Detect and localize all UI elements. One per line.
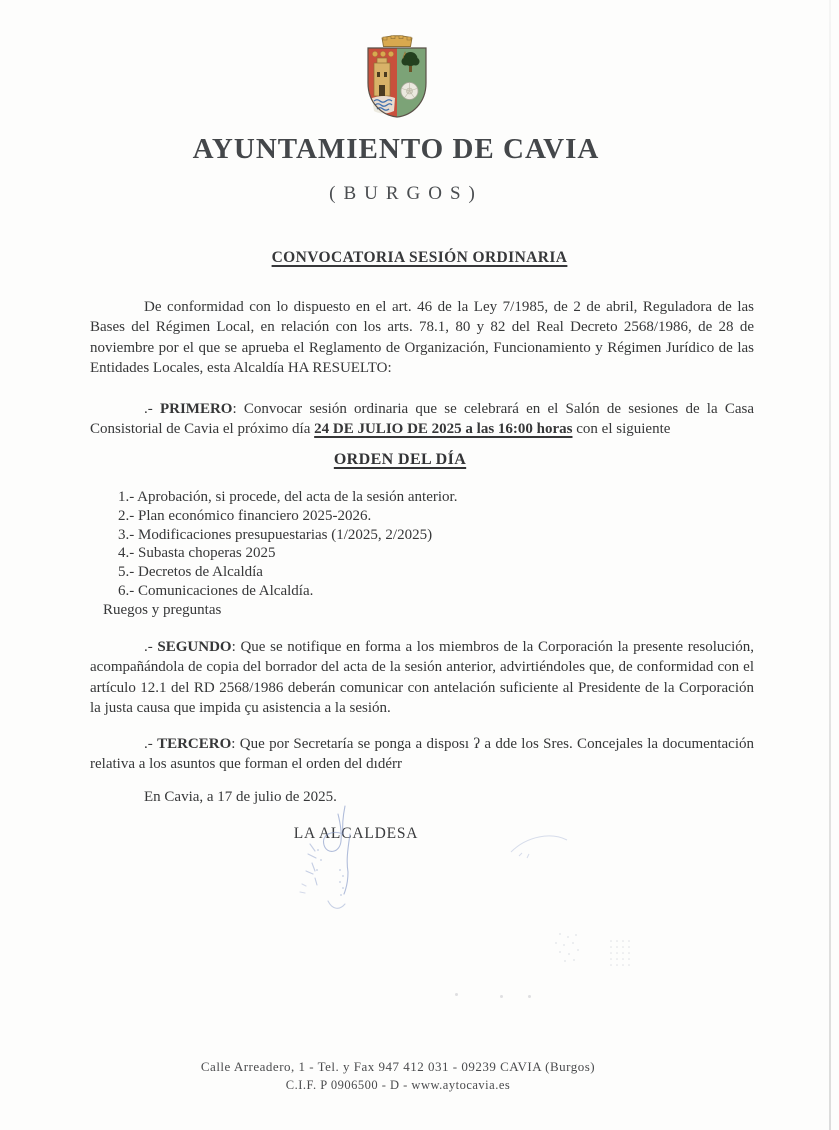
session-datetime: 24 DE JULIO DE 2025 a las 16:00 horas: [314, 421, 573, 438]
tercero-paragraph: [90, 734, 754, 775]
orden-item-1: 1.- Aprobación, si procede, del acta de la sesión anterior.: [118, 489, 458, 505]
orden-item-5: 5.- Decretos de Alcaldía: [118, 564, 263, 581]
document-title: [0, 249, 839, 267]
scan-noise-dots: [610, 940, 630, 966]
scan-speck: [528, 995, 531, 998]
orden-item-2: 2.- Plan económico financiero 2025-2026.: [118, 507, 372, 524]
primero-prefix: .-: [144, 401, 160, 417]
coat-of-arms-icon: [362, 34, 432, 120]
orden-item-ruegos: Ruegos y preguntas: [103, 601, 222, 618]
org-province: (BURGOS): [329, 183, 483, 204]
segundo-prefix: .-: [144, 639, 158, 655]
crest-roundel: [380, 51, 385, 56]
primero-tail: con el siguiente: [572, 421, 671, 438]
scan-noise-cluster: [548, 928, 593, 968]
primero-label: PRIMERO: [159, 401, 233, 417]
scan-noise-grid: [608, 938, 634, 970]
segundo-label: SEGUNDO: [157, 639, 232, 655]
faint-ink-mark: [505, 828, 575, 863]
crest-tree-foliage: [402, 58, 410, 66]
document-title-text: CONVOCATORIA SESIÓN ORDINARIA: [271, 249, 568, 266]
scan-edge-shadow: [829, 0, 831, 1130]
crest-tower-window: [384, 72, 387, 77]
signature-strokes: [300, 806, 350, 908]
org-name: AYUNTAMIENTO DE CAVIA: [192, 133, 600, 165]
crest-tree-foliage: [412, 58, 420, 66]
orden-item-4: 4.- Subasta choperas 2025: [118, 545, 276, 562]
tercero-text: : Que por Secretaría se ponga a disposı ʔ a dde los Sres. Concejales la documentación relativa a los asuntos que forman el orden del dıdérr: [90, 736, 754, 773]
orden-item-6: 6.- Comunicaciones de Alcaldía.: [118, 582, 314, 599]
handwritten-signature: [288, 800, 398, 925]
letterhead-footer: [0, 1058, 796, 1094]
scan-speck: [455, 993, 458, 996]
coat-of-arms-svg: [362, 34, 432, 120]
tercero-label: TERCERO: [157, 736, 232, 752]
footer-cif-web: C.I.F. P 0906500 - D - www.aytocavia.es: [285, 1078, 511, 1092]
crest-tower-door: [379, 85, 385, 96]
orden-item-3: 3.- Modificaciones presupuestarias (1/2025, 2/2025): [118, 526, 433, 543]
crest-roundel: [388, 51, 393, 56]
segundo-paragraph: [90, 637, 754, 718]
orden-del-dia-list: [103, 488, 678, 620]
intro-paragraph: De conformidad con lo dispuesto en el art. 46 de la Ley 7/1985, de 2 de abril, Reguladora de las Bases del Régimen Local, en relación con los arts. 78.1, 80 y 82 del Real Decreto 2568/1986, de 28 de noviembre por el que se aprueba el Reglamento de Organización, Funcionamiento y Régimen Jurídico de las Entidades Locales, esta Alcaldía HA RESUELTO:: [90, 299, 754, 376]
tercero-prefix: .-: [144, 736, 158, 752]
footer-address: Calle Arreadero, 1 - Tel. y Fax 947 412 031 - 09239 CAVIA (Burgos): [200, 1059, 596, 1074]
signature-title: LA ALCALDESA: [293, 825, 419, 842]
crest-tower-window: [377, 72, 380, 77]
primero-text: : Convocar sesión ordinaria que se celebrará en el Salón de sesiones de la Casa Consistorial de Cavia el próximo día: [90, 401, 754, 438]
scan-speck: [500, 995, 503, 998]
scan-noise-cluster-dots: [555, 933, 579, 962]
segundo-text: : Que se notifique en forma a los miembros de la Corporación la presente resolución, acompañándola de copia del borrador del acta de la sesión anterior, advirtiéndoles que, de conformidad con el artículo 12.1 del RD 2568/1986 deberán comunicar con antelación suficiente al Presidente de la Corporación la justa causa que impida çu asistencia a la sesión.: [90, 639, 754, 716]
signature-ink-dots: [316, 849, 344, 896]
date-line: En Cavia, a 17 de julio de 2025.: [144, 789, 337, 805]
orden-del-dia-title-text: ORDEN DEL DÍA: [333, 451, 467, 468]
primero-paragraph: [90, 399, 754, 440]
orden-del-dia-title: [0, 451, 800, 469]
crest-roundel: [372, 51, 377, 56]
faint-ink-strokes: [511, 836, 567, 858]
